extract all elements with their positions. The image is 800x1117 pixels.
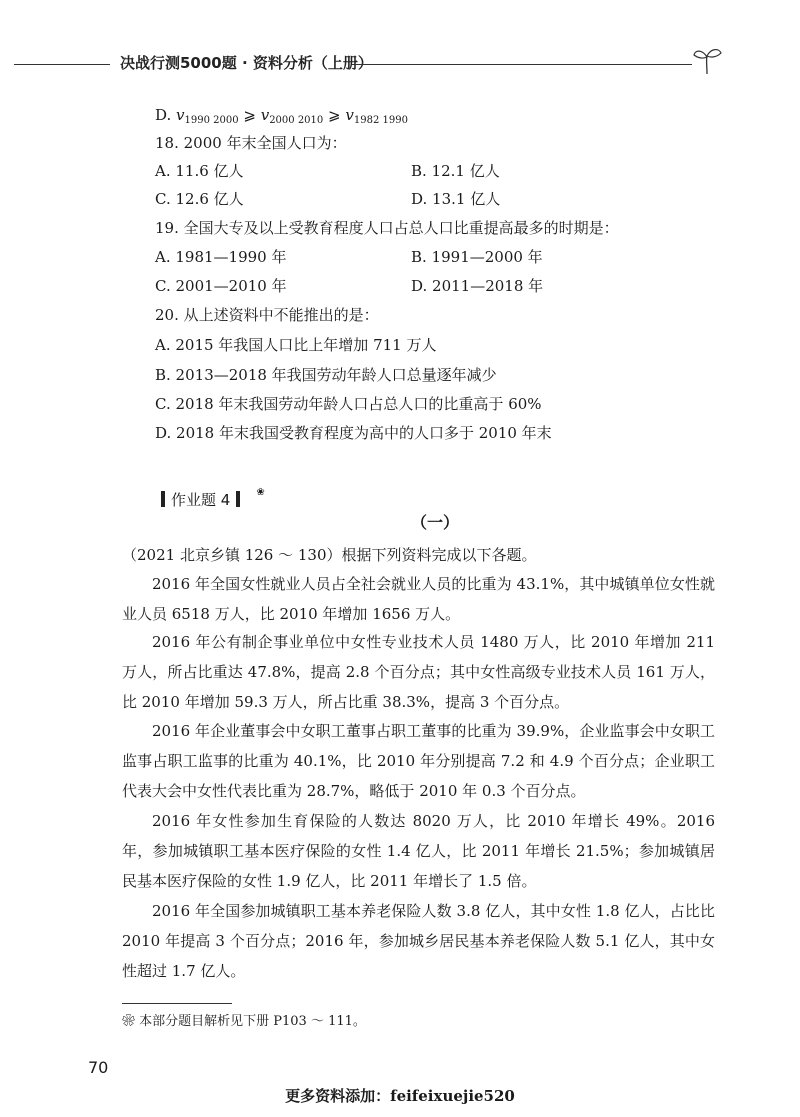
passage-paragraph-2: 2016 年公有制企事业单位中女性专业技术人员 1480 万人，比 2010 年增加 211 万人，所占比重达 47.8%，提高 2.8 个百分点；其中女性高级专业技术人员 161 万人，比 2010 年增加 59.3 万人，所占比重 38.3%，提高 3 个百分点。 <box>122 633 715 711</box>
q20-stem: 20. 从上述资料中不能推出的是： <box>155 306 379 324</box>
q18-option-b: B. 12.1 亿人 <box>411 162 500 180</box>
part-title: （一） <box>410 513 459 532</box>
passage-paragraph-1: 2016 年全国女性就业人员占全社会就业人员的比重为 43.1%，其中城镇单位女性就业人员 6518 万人，比 2010 年增加 1656 万人。 <box>122 575 715 623</box>
footnote-rule <box>122 1003 232 1004</box>
passage-paragraph-5: 2016 年全国参加城镇职工基本养老保险人数 3.8 亿人，其中女性 1.8 亿人，占比比 2010 年提高 3 个百分点；2016 年，参加城乡居民基本养老保险人数 5.1 亿人，其中女性超过 1.7 亿人。 <box>122 902 715 980</box>
section-tag <box>155 482 265 511</box>
q18-option-d: D. 13.1 亿人 <box>411 190 501 208</box>
q18-option-c: C. 12.6 亿人 <box>155 190 244 208</box>
q19-stem: 19. 全国大专及以上受教育程度人口占总人口比重提高最多的时期是： <box>155 219 619 237</box>
flower-mark-icon: ❀ <box>256 487 265 498</box>
book-title: 决战行测5000题 · 资料分析（上册） <box>120 54 373 72</box>
sprout-icon <box>690 44 724 78</box>
q18-stem: 18. 2000 年末全国人口为： <box>155 134 347 152</box>
q20-option-b: B. 2013—2018 年我国劳动年龄人口总量逐年减少 <box>155 366 497 384</box>
running-header <box>0 50 800 74</box>
header-rule-left <box>14 64 110 65</box>
q19-option-c: C. 2001—2010 年 <box>155 277 287 295</box>
passage-intro: （2021 北京乡镇 126 ～ 130）根据下列资料完成以下各题。 <box>122 546 537 564</box>
q17-option-d: D. $v_{1990 2000}$ ⩾ $v_{2000 2010}$ ⩾ $v_{1982 1990}$ <box>155 106 408 126</box>
q20-option-a: A. 2015 年我国人口比上年增加 711 万人 <box>155 336 437 354</box>
q18-option-a: A. 11.6 亿人 <box>155 162 244 180</box>
footnote: ❀ 本部分题目解析见下册 P103 ～ 111。 <box>122 1014 366 1029</box>
q19-option-a: A. 1981—1990 年 <box>155 248 287 266</box>
passage-paragraph-3: 2016 年企业董事会中女职工董事占职工董事的比重为 39.9%，企业监事会中女职工监事占职工监事的比重为 40.1%，比 2010 年分别提高 7.2 和 4.9 个百分点；企业职工代表大会中女性代表比重为 28.7%，略低于 2010 年 0.3 个百分点。 <box>122 722 715 800</box>
bottom-contact-text: 更多资料添加：feifeixuejie520 <box>285 1087 515 1105</box>
q20-option-c: C. 2018 年末我国劳动年龄人口占总人口的比重高于 60% <box>155 395 542 413</box>
tag-bar-right <box>236 491 240 507</box>
tag-bar-left <box>161 491 165 507</box>
page-number: 70 <box>88 1058 109 1077</box>
q19-option-d: D. 2011—2018 年 <box>411 277 544 295</box>
passage-paragraph-4: 2016 年女性参加生育保险的人数达 8020 万人，比 2010 年增长 49%。2016 年，参加城镇职工基本医疗保险的女性 1.4 亿人，比 2011 年增长 21.5%；参加城镇居民基本医疗保险的女性 1.9 亿人，比 2011 年增长了 1.5 倍。 <box>122 812 715 890</box>
q19-option-b: B. 1991—2000 年 <box>411 248 543 266</box>
q20-option-d: D. 2018 年末我国受教育程度为高中的人口多于 2010 年末 <box>155 424 552 442</box>
section-tag-label: 作业题 4 <box>171 491 231 509</box>
header-rule-right <box>352 64 692 65</box>
